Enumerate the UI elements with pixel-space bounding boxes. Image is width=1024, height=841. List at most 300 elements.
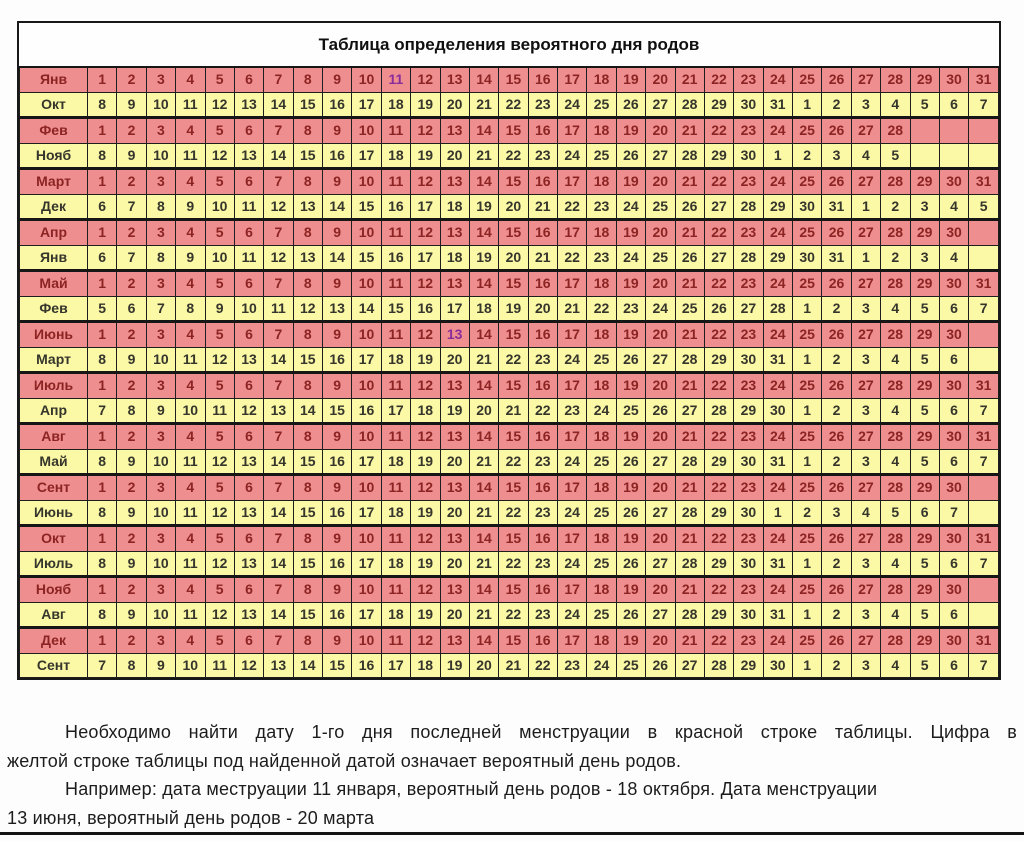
day-cell: 23 [734,526,763,552]
day-cell: 24 [763,67,792,92]
day-cell: 1 [763,500,792,526]
day-cell: 9 [323,424,352,450]
day-cell: 1 [793,347,822,373]
day-cell: 14 [469,169,498,195]
day-cell: 26 [616,92,645,118]
day-cell: 24 [763,118,792,144]
day-cell: 14 [264,347,293,373]
day-cell: 14 [469,373,498,399]
day-cell: 19 [411,602,440,628]
month-cell: Апр [20,398,88,424]
day-cell: 13 [264,653,293,678]
day-cell: 29 [910,373,939,399]
day-cell: 14 [469,271,498,297]
day-cell: 25 [587,143,616,169]
day-cell: 28 [704,398,733,424]
day-cell: 12 [205,92,234,118]
day-cell: 18 [587,322,616,348]
birth-row [20,347,999,373]
day-cell: 5 [205,373,234,399]
day-cell: 11 [381,577,410,603]
day-cell: 30 [793,245,822,271]
day-cell: 19 [616,271,645,297]
day-cell: 27 [851,424,880,450]
day-cell: 17 [352,551,381,577]
day-cell: 30 [939,373,968,399]
table-title: Таблица определения вероятного дня родов [19,23,999,66]
day-cell: 30 [734,500,763,526]
day-cell: 29 [910,526,939,552]
day-cell: 2 [822,449,851,475]
day-cell: 15 [293,449,322,475]
day-cell: 11 [381,271,410,297]
day-cell: 25 [793,271,822,297]
day-cell: 13 [234,500,263,526]
day-cell: 13 [234,347,263,373]
day-cell: 10 [352,628,381,654]
day-cell: 27 [851,220,880,246]
day-cell: 17 [558,67,587,92]
day-cell: 21 [675,169,704,195]
day-cell: 20 [440,602,469,628]
day-cell: 7 [264,628,293,654]
day-cell: 30 [734,551,763,577]
day-cell: 7 [264,169,293,195]
day-cell: 14 [352,296,381,322]
day-cell: 11 [381,169,410,195]
day-cell: 15 [352,194,381,220]
day-cell: 23 [734,118,763,144]
day-cell: 15 [499,577,528,603]
menstruation-row [20,424,999,450]
day-cell: 4 [881,602,910,628]
day-cell: 28 [881,628,910,654]
day-cell: 15 [499,220,528,246]
day-cell: 13 [440,475,469,501]
day-cell: 19 [616,628,645,654]
day-cell: 21 [675,118,704,144]
day-cell: 7 [264,526,293,552]
day-cell [969,602,999,628]
day-cell: 23 [528,92,557,118]
day-cell: 14 [469,577,498,603]
day-cell: 16 [381,245,410,271]
day-cell: 17 [352,92,381,118]
day-cell: 22 [499,449,528,475]
day-cell: 23 [528,449,557,475]
day-cell: 25 [793,220,822,246]
day-cell: 10 [352,322,381,348]
day-cell: 30 [734,347,763,373]
day-cell: 22 [528,653,557,678]
day-cell: 10 [146,602,175,628]
day-cell: 19 [411,92,440,118]
day-cell: 9 [323,577,352,603]
day-cell: 30 [734,602,763,628]
day-cell: 9 [323,271,352,297]
day-cell: 21 [469,92,498,118]
day-cell: 7 [117,245,146,271]
day-cell: 20 [646,271,675,297]
day-cell: 1 [88,118,117,144]
day-cell: 20 [440,143,469,169]
day-cell: 22 [499,347,528,373]
month-cell: Нояб [20,143,88,169]
day-cell: 5 [881,500,910,526]
day-cell: 13 [440,169,469,195]
day-cell: 27 [734,296,763,322]
day-cell: 16 [323,500,352,526]
day-cell: 16 [323,347,352,373]
day-cell: 10 [146,500,175,526]
day-cell: 16 [528,424,557,450]
day-cell: 26 [704,296,733,322]
day-cell: 26 [646,398,675,424]
day-cell: 15 [499,271,528,297]
day-cell: 29 [734,653,763,678]
day-cell: 2 [793,500,822,526]
day-cell: 8 [293,424,322,450]
day-cell: 7 [88,653,117,678]
day-cell: 20 [646,373,675,399]
day-cell: 20 [440,347,469,373]
day-cell: 19 [469,245,498,271]
day-cell: 22 [704,220,733,246]
birth-row [20,449,999,475]
day-cell: 18 [411,653,440,678]
day-cell: 31 [969,424,999,450]
month-cell: Янв [20,67,88,92]
day-cell: 10 [352,67,381,92]
day-cell: 24 [587,653,616,678]
day-cell: 1 [793,296,822,322]
day-cell: 30 [939,475,968,501]
day-cell: 5 [205,271,234,297]
day-cell: 1 [793,449,822,475]
day-cell: 10 [352,220,381,246]
day-cell: 22 [499,92,528,118]
day-cell: 4 [176,577,205,603]
day-cell: 21 [499,653,528,678]
day-cell: 14 [469,475,498,501]
day-cell: 3 [146,628,175,654]
day-cell: 8 [88,92,117,118]
day-cell: 3 [146,118,175,144]
day-cell: 17 [558,373,587,399]
day-cell: 1 [88,322,117,348]
day-cell: 11 [264,296,293,322]
day-cell: 8 [88,500,117,526]
day-cell: 5 [969,194,999,220]
day-cell: 28 [881,577,910,603]
day-cell: 14 [264,92,293,118]
day-cell: 7 [264,220,293,246]
day-cell: 20 [499,194,528,220]
day-cell: 7 [969,398,999,424]
day-cell: 1 [88,373,117,399]
day-cell: 14 [469,67,498,92]
day-cell: 2 [117,628,146,654]
day-cell: 12 [205,347,234,373]
day-cell: 30 [734,143,763,169]
day-cell: 19 [616,220,645,246]
day-cell: 5 [205,628,234,654]
day-cell: 6 [939,347,968,373]
day-cell: 19 [616,169,645,195]
day-cell: 5 [910,296,939,322]
day-cell: 31 [822,245,851,271]
day-cell: 21 [469,551,498,577]
day-cell: 14 [469,526,498,552]
day-cell: 18 [587,67,616,92]
day-cell: 17 [352,347,381,373]
day-cell [969,475,999,501]
day-cell: 7 [264,271,293,297]
day-cell: 3 [851,653,880,678]
day-cell: 16 [528,526,557,552]
day-cell: 15 [499,526,528,552]
day-cell: 30 [939,628,968,654]
day-cell: 23 [528,602,557,628]
day-cell: 16 [528,271,557,297]
month-cell: Июнь [20,500,88,526]
day-cell: 20 [646,322,675,348]
day-cell: 10 [176,653,205,678]
day-cell: 30 [793,194,822,220]
day-cell: 7 [264,322,293,348]
day-cell: 28 [675,500,704,526]
day-cell: 14 [293,653,322,678]
day-cell: 1 [793,653,822,678]
day-cell: 26 [822,322,851,348]
day-cell: 16 [528,118,557,144]
day-cell: 22 [499,500,528,526]
day-cell: 20 [440,500,469,526]
day-cell: 26 [822,67,851,92]
birth-row [20,398,999,424]
day-cell: 17 [411,194,440,220]
day-cell: 4 [176,118,205,144]
day-cell: 10 [352,373,381,399]
day-cell: 31 [969,628,999,654]
day-cell: 14 [293,398,322,424]
day-cell: 8 [176,296,205,322]
day-cell: 5 [205,577,234,603]
day-cell: 5 [205,220,234,246]
day-cell: 25 [587,347,616,373]
day-cell: 18 [381,500,410,526]
day-cell: 10 [352,118,381,144]
day-cell: 6 [88,194,117,220]
day-cell: 23 [734,322,763,348]
day-cell: 8 [88,602,117,628]
day-cell: 13 [234,92,263,118]
day-cell: 21 [499,398,528,424]
day-cell: 17 [411,245,440,271]
day-cell: 4 [176,67,205,92]
day-cell: 29 [910,67,939,92]
day-cell: 7 [88,398,117,424]
day-cell: 11 [176,500,205,526]
day-cell: 2 [822,398,851,424]
day-cell: 2 [117,475,146,501]
day-cell: 4 [851,143,880,169]
day-cell: 23 [734,628,763,654]
day-cell: 12 [264,194,293,220]
day-cell: 22 [704,322,733,348]
day-cell: 8 [117,398,146,424]
day-cell: 10 [352,475,381,501]
day-cell: 16 [528,220,557,246]
day-cell: 15 [499,67,528,92]
day-cell: 15 [293,143,322,169]
day-cell: 9 [323,118,352,144]
day-cell: 8 [293,577,322,603]
day-cell: 10 [352,169,381,195]
day-cell: 14 [264,143,293,169]
day-cell: 23 [734,220,763,246]
birth-row [20,602,999,628]
day-cell: 15 [499,118,528,144]
day-cell: 13 [440,577,469,603]
day-cell: 8 [88,143,117,169]
day-cell: 25 [793,373,822,399]
day-cell: 10 [146,143,175,169]
day-cell: 30 [734,449,763,475]
day-cell: 2 [117,577,146,603]
day-cell: 22 [528,398,557,424]
month-cell: Окт [20,92,88,118]
day-cell: 13 [234,551,263,577]
day-cell: 12 [411,67,440,92]
day-cell: 31 [969,526,999,552]
day-cell: 10 [352,526,381,552]
day-cell: 3 [851,92,880,118]
day-cell: 18 [381,551,410,577]
day-cell: 9 [117,92,146,118]
day-cell: 6 [939,602,968,628]
day-cell: 16 [323,602,352,628]
day-cell: 10 [352,271,381,297]
day-cell: 24 [558,347,587,373]
day-cell: 28 [881,220,910,246]
month-cell: Июль [20,551,88,577]
day-cell: 25 [793,118,822,144]
day-cell: 5 [910,602,939,628]
day-cell: 22 [587,296,616,322]
day-cell: 28 [675,347,704,373]
day-cell: 6 [234,526,263,552]
day-cell: 5 [205,322,234,348]
day-cell: 3 [146,577,175,603]
day-cell: 26 [822,424,851,450]
day-cell: 15 [499,169,528,195]
day-cell: 26 [822,373,851,399]
day-cell: 8 [293,322,322,348]
menstruation-row [20,526,999,552]
day-cell: 9 [117,347,146,373]
day-cell: 6 [234,118,263,144]
instruction-line: Необходимо найти дату 1-го дня последней менструации в красной строке таблицы. Цифра в [65,722,1017,742]
day-cell: 25 [793,169,822,195]
day-cell: 25 [793,526,822,552]
day-cell: 12 [264,245,293,271]
day-cell: 11 [381,424,410,450]
day-cell: 15 [499,424,528,450]
day-cell: 24 [763,322,792,348]
day-cell: 6 [234,271,263,297]
day-cell: 15 [293,500,322,526]
day-cell: 12 [205,500,234,526]
day-cell: 14 [469,118,498,144]
day-cell: 18 [381,449,410,475]
day-cell: 18 [587,169,616,195]
day-cell: 13 [440,67,469,92]
day-cell: 19 [616,475,645,501]
day-cell: 1 [763,143,792,169]
day-cell: 29 [763,245,792,271]
day-cell: 23 [734,424,763,450]
day-cell: 14 [264,449,293,475]
day-cell: 18 [381,602,410,628]
day-cell: 29 [910,424,939,450]
day-cell: 28 [704,653,733,678]
day-cell: 19 [616,322,645,348]
day-cell: 24 [616,194,645,220]
day-cell: 24 [558,500,587,526]
day-cell: 23 [734,475,763,501]
day-cell: 18 [411,398,440,424]
day-cell: 19 [440,653,469,678]
day-cell: 10 [146,551,175,577]
day-cell: 19 [411,143,440,169]
birth-row [20,143,999,169]
day-cell: 3 [146,424,175,450]
day-cell: 11 [176,551,205,577]
due-date-sheet [17,21,1001,680]
day-cell: 27 [851,169,880,195]
day-cell: 24 [646,296,675,322]
day-cell: 2 [117,373,146,399]
day-cell: 20 [646,118,675,144]
day-cell: 30 [939,526,968,552]
day-cell: 2 [822,296,851,322]
day-cell: 17 [558,577,587,603]
day-cell: 5 [910,551,939,577]
day-cell: 13 [323,296,352,322]
day-cell: 2 [881,194,910,220]
day-cell: 17 [352,500,381,526]
day-cell: 29 [704,551,733,577]
day-cell: 12 [234,398,263,424]
day-cell: 2 [793,143,822,169]
day-cell: 27 [851,271,880,297]
day-cell: 24 [763,424,792,450]
day-cell: 6 [234,577,263,603]
day-cell: 20 [646,67,675,92]
birth-row [20,500,999,526]
day-cell: 15 [293,92,322,118]
day-cell: 17 [381,653,410,678]
day-cell: 1 [793,398,822,424]
day-cell: 13 [440,526,469,552]
day-cell: 19 [411,347,440,373]
day-cell: 6 [939,296,968,322]
day-cell: 18 [381,347,410,373]
day-cell: 20 [469,653,498,678]
day-cell: 13 [440,118,469,144]
month-cell: Авг [20,602,88,628]
